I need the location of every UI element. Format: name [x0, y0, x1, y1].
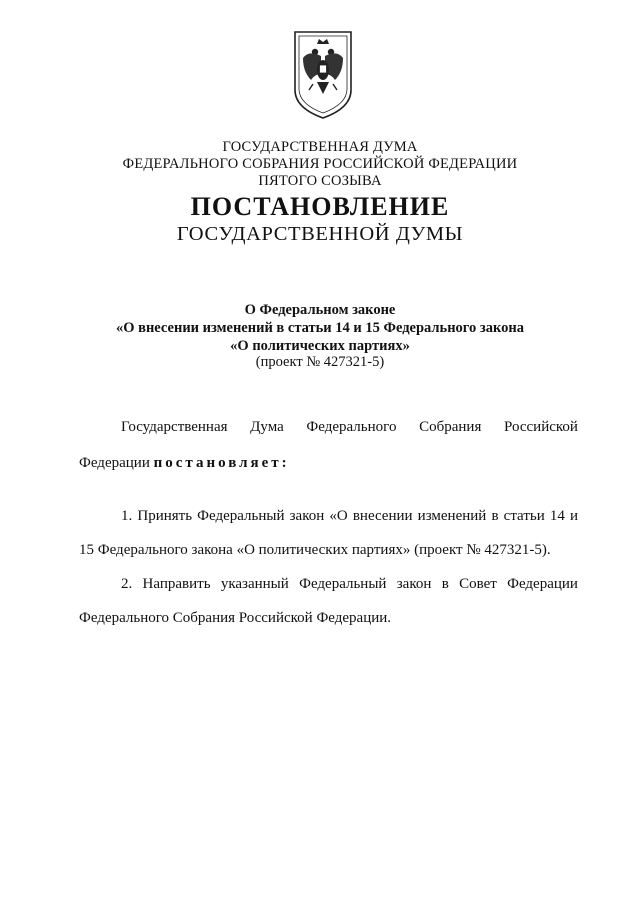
item-word: в: [441, 576, 449, 592]
item-word: Федерации: [507, 576, 578, 592]
item-word: Направить: [142, 576, 211, 592]
item-word: 1.: [121, 508, 133, 524]
item-2-line-1: [121, 576, 578, 593]
item-word: «О: [329, 508, 348, 524]
item-word: Федеральный: [197, 508, 285, 524]
subject-line-2: «О внесении изменений в статьи 14 и 15 Федерального закона: [115, 320, 525, 336]
item-2-line-2: Федерального Собрания Российской Федерации.: [79, 610, 392, 626]
item-word: 2.: [121, 576, 133, 592]
item-word: и: [569, 508, 578, 524]
document-type-title: ПОСТАНОВЛЕНИЕ: [190, 192, 450, 221]
preamble-line-1: [121, 419, 578, 436]
item-word: закон: [289, 508, 325, 524]
preamble-word: Собрания: [419, 419, 482, 435]
resolves-word: постановляет:: [153, 455, 290, 471]
item-word: Федеральный: [299, 576, 387, 592]
coat-of-arms-icon: [291, 28, 355, 120]
item-word: закон: [396, 576, 432, 592]
preamble-word: Дума: [250, 419, 284, 435]
org-convocation: ПЯТОГО СОЗЫВА: [258, 173, 382, 189]
item-word: статьи: [503, 508, 545, 524]
item-word: Принять: [137, 508, 193, 524]
subject-line-1: О Федеральном законе: [244, 302, 396, 318]
preamble-end: Федерации: [79, 455, 154, 471]
item-1-line-1: [121, 508, 578, 525]
preamble-word: Федерального: [306, 419, 397, 435]
item-word: внесении: [352, 508, 413, 524]
org-name-line-1: ГОСУДАРСТВЕННАЯ ДУМА: [222, 139, 418, 155]
item-word: Совет: [459, 576, 497, 592]
org-name-line-2: ФЕДЕРАЛЬНОГО СОБРАНИЯ РОССИЙСКОЙ ФЕДЕРАЦИИ: [122, 156, 518, 172]
preamble-word: Российской: [504, 419, 578, 435]
subject-project-number: (проект № 427321-5): [255, 354, 385, 370]
preamble-line-2: [79, 455, 290, 472]
subject-line-3: «О политических партиях»: [230, 338, 410, 354]
item-word: в: [491, 508, 499, 524]
item-1-line-2: 15 Федерального закона «О политических партиях» (проект № 427321-5).: [79, 542, 551, 558]
item-word: изменений: [417, 508, 487, 524]
preamble-word: Государственная: [121, 419, 228, 435]
document-type-subtitle: ГОСУДАРСТВЕННОЙ ДУМЫ: [176, 223, 464, 245]
item-word: 14: [549, 508, 565, 524]
item-word: указанный: [220, 576, 289, 592]
